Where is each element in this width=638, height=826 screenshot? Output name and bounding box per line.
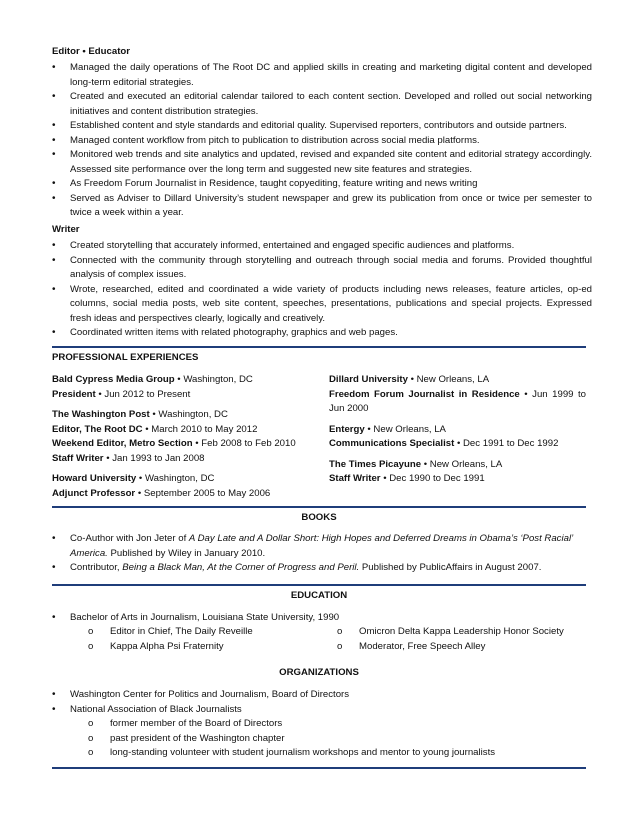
list-item: • Washington Center for Politics and Journalism, Board of Directors [52,688,592,703]
experiences-title: PROFESSIONAL EXPERIENCES [52,352,199,363]
experience-role: Freedom Forum Journalist in Residence • Jun 1999 to Jun 2000 [329,388,586,414]
list-item: • Bachelor of Arts in Journalism, Louisiana State University, 1990 [52,611,592,626]
experience-entry: Bald Cypress Media Group • Washington, DC [52,374,253,385]
bullet-icon [52,61,64,76]
bullet-icon [52,688,64,703]
experience-role: Adjunct Professor • September 2005 to May 2006 [52,487,271,499]
circle-bullet-icon: o [337,626,343,637]
section-divider [52,346,586,348]
sub-list-item: o Moderator, Free Speech Alley [337,640,564,655]
section-divider [52,584,586,586]
list-item: • Coordinated written items with related photography, graphics and web pages. [52,326,592,341]
editor-bullets [52,61,592,221]
bullet-icon [52,148,64,163]
circle-bullet-icon: o [88,626,94,637]
list-item: • Monitored web trends and site analytics and updated, revised and expanded site content and editorial strategy accordingly. Assessed site performance over the long term and suggested new site features and strategies. [52,148,592,177]
circle-bullet-icon: o [88,718,94,729]
experience-role: President • Jun 2012 to Present [52,388,191,400]
list-item: • Served as Adviser to Dillard University’s student newspaper and grew its publication from once or twice per semester to twice a week within a year. [52,192,592,221]
circle-bullet-icon: o [337,640,343,652]
experience-role: Communications Specialist • Dec 1991 to Dec 1992 [329,438,559,449]
circle-bullet-icon: o [88,640,94,652]
editor-heading: Editor • Educator [52,46,130,57]
experience-role: Staff Writer • Jan 1993 to Jan 2008 [52,452,205,464]
organizations-title: ORGANIZATIONS [279,667,359,678]
bullet-icon [52,283,64,298]
education-sub-right [337,625,564,654]
education-sub-left [88,625,253,654]
writer-bullets [52,239,592,341]
list-item: • Connected with the community through storytelling and outreach through social media and forums. Provided thoughtful analysis of complex issues. [52,254,592,283]
experiences-left-column [52,373,312,501]
list-item: • Contributor, Being a Black Man, At the Corner of Progress and Peril. Published by PublicAffairs in August 2007. [52,561,592,576]
writer-heading: Writer [52,224,80,235]
organizations-list [52,688,592,717]
circle-bullet-icon: o [88,732,94,744]
sub-list-item: o Kappa Alpha Psi Fraternity [88,640,253,655]
experience-entry: The Washington Post • Washington, DC [52,409,228,420]
bullet-icon [52,254,64,269]
sub-list-item: o long-standing volunteer with student journalism workshops and mentor to young journalists [88,746,495,761]
bullet-icon [52,134,64,149]
sub-list-item: o former member of the Board of Directors [88,717,495,732]
bullet-icon [52,192,64,207]
education-title: EDUCATION [290,590,348,601]
organizations-sub [88,717,495,761]
education-list [52,611,592,626]
list-item: • Created storytelling that accurately informed, entertained and engaged specific audiences and platforms. [52,239,592,254]
books-list [52,532,592,576]
bullet-icon [52,239,64,254]
list-item: • Managed the daily operations of The Root DC and applied skills in creating and marketing digital content and developed long-term editorial strategies. [52,61,592,90]
experiences-right-column [329,373,586,487]
bullet-icon [52,326,64,341]
experience-entry: Entergy • New Orleans, LA [329,423,446,435]
list-item: • National Association of Black Journalists [52,703,592,718]
list-item: • Established content and style standards and editorial quality. Supervised reporters, contributors and outside partners. [52,119,592,134]
bullet-icon [52,177,64,192]
experience-entry: Howard University • Washington, DC [52,473,215,484]
list-item: • Wrote, researched, edited and coordinated a wide variety of products including news releases, feature articles, op-ed columns, social media posts, web site content, speeches, presentations, publications and special projects. Expressed fresh ideas and perspectives clearly, logically and creatively. [52,283,592,327]
bullet-icon [52,90,64,105]
list-item: • As Freedom Forum Journalist in Residence, taught copyediting, feature writing and news writing [52,177,592,192]
experience-entry: The Times Picayune • New Orleans, LA [329,458,503,470]
experience-role: Weekend Editor, Metro Section • Feb 2008 to Feb 2010 [52,438,296,449]
section-divider [52,767,586,769]
bullet-icon [52,703,64,718]
bullet-icon [52,119,64,134]
experience-role: Editor, The Root DC • March 2010 to May 2012 [52,423,258,435]
sub-list-item: o past president of the Washington chapter [88,732,495,747]
section-divider [52,506,586,508]
experience-role: Staff Writer • Dec 1990 to Dec 1991 [329,473,485,484]
experience-entry: Dillard University • New Orleans, LA [329,374,490,385]
list-item: • Co-Author with Jon Jeter of A Day Late and A Dollar Short: High Hopes and Deferred Dreams in Obama’s ‘Post Racial’ America. Published by Wiley in January 2010. [52,532,592,561]
sub-list-item: o Omicron Delta Kappa Leadership Honor Society [337,625,564,640]
books-title: BOOKS [301,512,337,523]
bullet-icon [52,532,64,547]
list-item: • Managed content workflow from pitch to publication to distribution across social media platforms. [52,134,592,149]
bullet-icon [52,611,64,626]
circle-bullet-icon: o [88,747,94,758]
sub-list-item: o Editor in Chief, The Daily Reveille [88,625,253,640]
list-item: • Created and executed an editorial calendar tailored to each content section. Developed and rolled out social networking initiatives and content distribution strategies. [52,90,592,119]
bullet-icon [52,561,64,576]
